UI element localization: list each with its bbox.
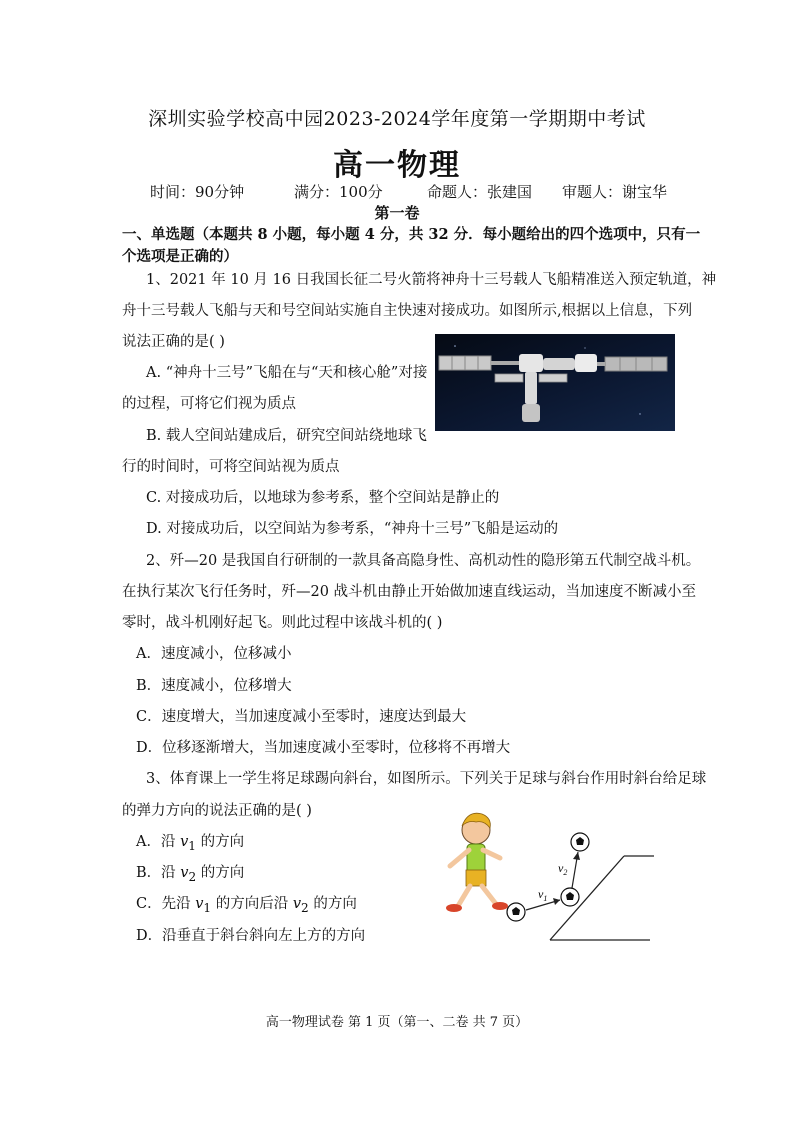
q3-stem-line1: 3、体育课上一学生将足球踢向斜台，如图所示。下列关于足球与斜台作用时斜台给足球: [146, 771, 707, 787]
q3-option-b: B．沿 $v_2$ 的方向: [136, 865, 245, 884]
v2-arrowhead: [573, 852, 580, 860]
q1-option-a-line2: 的过程，可将它们视为质点: [122, 396, 296, 412]
q3-option-c: C．先沿 $v_1$ 的方向后沿 $v_2$ 的方向: [136, 896, 357, 915]
student-figure: [446, 813, 508, 912]
exam-title: 深圳实验学校高中园2023-2024学年度第一学期期中考试: [148, 108, 646, 130]
v-symbol: v: [292, 896, 302, 912]
page-footer: 高一物理试卷 第 1 页（第一、二卷 共 7 页）: [265, 1015, 529, 1030]
q1-option-b-line1: B. 载人空间站建成后，研究空间站绕地球飞: [146, 428, 427, 444]
q2-stem-line2: 在执行某次飞行任务时，歼—20 战斗机由静止开始做加速直线运动，当加速度不断减小至: [122, 584, 697, 600]
reviewer: 审题人：谢宝华: [562, 183, 668, 201]
v-symbol: v: [195, 896, 204, 912]
q1-option-c: C. 对接成功后，以地球为参考系，整个空间站是静止的: [146, 490, 500, 506]
q2-stem-line1: 2、歼—20 是我国自行研制的一款具备高隐身性、高机动性的隐形第五代制空战斗机。: [146, 553, 701, 569]
v2-label: $v_2$: [558, 861, 568, 877]
soccer-ball-impact: [561, 888, 579, 906]
q3-option-a: A．沿 $v_1$ 的方向: [136, 834, 245, 853]
q2-option-a: A．速度减小，位移减小: [136, 646, 292, 662]
q2-option-c: C．速度增大，当加速度减小至零时，速度达到最大: [136, 709, 467, 725]
soccer-ball-start: [507, 903, 525, 921]
volume-heading: 第一卷: [374, 204, 420, 222]
section-heading: [122, 224, 701, 268]
q1-option-b-line2: 行的时间时，可将空间站视为质点: [122, 459, 340, 475]
v1-arrowhead: [553, 898, 560, 905]
q1-option-a-line1: A. “神舟十三号”飞船在与“天和核心舱”对接: [146, 365, 428, 381]
q1-stem-line3: 说法正确的是( ): [122, 334, 225, 350]
q3-option-d: D．沿垂直于斜台斜向左上方的方向: [136, 928, 366, 944]
v-symbol: v: [180, 834, 189, 850]
q3-figure: [436, 808, 666, 948]
section-heading-line1: 一、单选题（本题共 8 小题，每小题 4 分，共 32 分．每小题给出的四个选项中，只有一: [122, 226, 701, 243]
full-score: 满分：100分: [294, 183, 383, 201]
soccer-ball-rebound: [571, 833, 589, 851]
q2-option-d: D．位移逐渐增大，当加速度减小至零时，位移将不再增大: [136, 740, 511, 756]
v1-label: $v_1$: [538, 887, 548, 903]
v-symbol: v: [180, 865, 189, 881]
q1-stem-line2: 舟十三号载人飞船与天和号空间站实施自主快速对接成功。如图所示,根据以上信息，下列: [122, 303, 693, 319]
section-heading-line2: 个选项是正确的）: [122, 248, 238, 265]
question-setter: 命题人：张建国: [427, 183, 533, 201]
space-station-image: [435, 334, 675, 431]
space-station-illustration: [435, 334, 675, 431]
q2-option-b: B．速度减小，位移增大: [136, 678, 292, 694]
q3-stem-line2: 的弹力方向的说法正确的是( ): [122, 803, 312, 819]
q1-option-d: D. 对接成功后，以空间站为参考系，“神舟十三号”飞船是运动的: [146, 521, 559, 537]
q1-stem-line1: 1、2021 年 10 月 16 日我国长征二号火箭将神舟十三号载人飞船精准送入预定轨道，神: [146, 272, 717, 288]
exam-time: 时间：90分钟: [150, 183, 245, 201]
subject-title: 高一物理: [333, 148, 461, 183]
q2-stem-line3: 零时，战斗机刚好起飞。则此过程中该战斗机的( ): [122, 615, 443, 631]
